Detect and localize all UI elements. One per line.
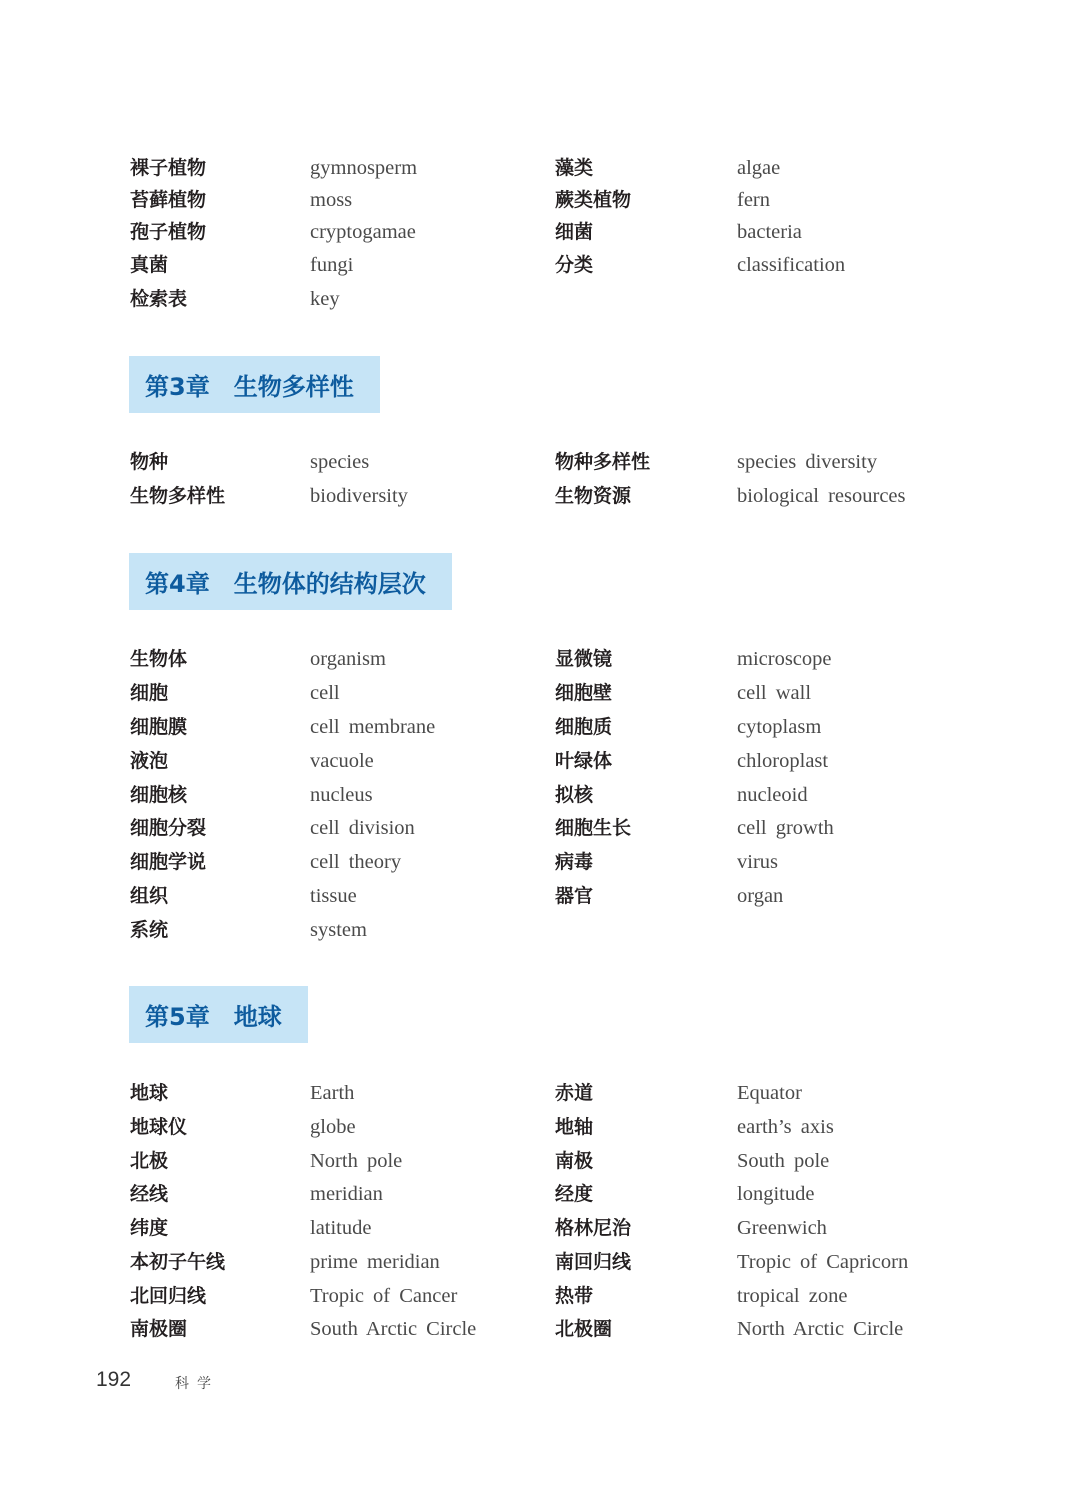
term-english: algae <box>737 157 781 179</box>
term-chinese: 细胞学说 <box>130 851 207 873</box>
term-english: fungi <box>310 254 354 276</box>
term-english: North Arctic Circle <box>737 1318 904 1340</box>
term-english: species diversity <box>737 451 878 473</box>
term-english: South pole <box>737 1150 830 1172</box>
term-english: latitude <box>310 1217 372 1239</box>
term-chinese: 纬度 <box>130 1217 169 1239</box>
term-chinese: 检索表 <box>130 288 188 310</box>
term-chinese: 赤道 <box>555 1082 594 1104</box>
term-english: North pole <box>310 1150 403 1172</box>
term-chinese: 北极圈 <box>555 1318 613 1340</box>
term-chinese: 物种多样性 <box>555 451 651 473</box>
term-chinese: 经度 <box>555 1183 594 1205</box>
term-chinese: 液泡 <box>130 750 169 772</box>
term-english: meridian <box>310 1183 383 1205</box>
chapter-title: 第3章 生物多样性 <box>145 373 354 401</box>
term-english: gymnosperm <box>310 157 418 179</box>
term-chinese: 系统 <box>130 919 169 941</box>
term-english: cell theory <box>310 851 402 873</box>
term-chinese: 苔藓植物 <box>130 189 207 211</box>
term-english: Tropic of Cancer <box>310 1285 458 1307</box>
term-english: Tropic of Capricorn <box>737 1251 909 1273</box>
term-chinese: 细胞核 <box>130 784 188 806</box>
term-chinese: 拟核 <box>555 784 594 806</box>
term-chinese: 南极圈 <box>130 1318 188 1340</box>
term-english: organism <box>310 648 386 670</box>
term-chinese: 器官 <box>555 885 594 907</box>
term-chinese: 地球 <box>130 1082 169 1104</box>
term-english: Earth <box>310 1082 355 1104</box>
term-english: tropical zone <box>737 1285 848 1307</box>
term-english: earth’s axis <box>737 1116 834 1138</box>
term-chinese: 藻类 <box>555 157 594 179</box>
term-chinese: 生物多样性 <box>130 485 226 507</box>
term-english: globe <box>310 1116 356 1138</box>
term-english: fern <box>737 189 771 211</box>
term-english: cryptogamae <box>310 221 416 243</box>
term-chinese: 细胞膜 <box>130 716 188 738</box>
term-english: organ <box>737 885 784 907</box>
term-english: cytoplasm <box>737 716 822 738</box>
chapter-heading <box>129 356 380 413</box>
term-english: nucleus <box>310 784 373 806</box>
term-chinese: 显微镜 <box>555 648 613 670</box>
term-chinese: 南回归线 <box>555 1251 632 1273</box>
term-english: microscope <box>737 648 832 670</box>
term-english: classification <box>737 254 846 276</box>
term-english: chloroplast <box>737 750 829 772</box>
term-chinese: 细胞 <box>130 682 169 704</box>
term-english: vacuole <box>310 750 374 772</box>
term-chinese: 本初子午线 <box>130 1251 226 1273</box>
term-chinese: 北回归线 <box>130 1285 207 1307</box>
term-english: nucleoid <box>737 784 808 806</box>
term-chinese: 生物体 <box>130 648 188 670</box>
term-chinese: 北极 <box>130 1150 169 1172</box>
term-english: tissue <box>310 885 357 907</box>
chapter-title: 第4章 生物体的结构层次 <box>145 570 426 598</box>
term-chinese: 细胞壁 <box>555 682 613 704</box>
term-chinese: 细胞质 <box>555 716 613 738</box>
term-chinese: 经线 <box>130 1183 169 1205</box>
term-english: species <box>310 451 370 473</box>
term-chinese: 真菌 <box>130 254 169 276</box>
term-english: cell division <box>310 817 415 839</box>
term-english: cell wall <box>737 682 812 704</box>
chapter-heading <box>129 986 308 1043</box>
term-english: cell <box>310 682 340 704</box>
term-chinese: 热带 <box>555 1285 594 1307</box>
term-chinese: 细菌 <box>555 221 594 243</box>
term-chinese: 叶绿体 <box>555 750 613 772</box>
chapter-title: 第5章 地球 <box>145 1003 282 1031</box>
term-english: Greenwich <box>737 1217 827 1239</box>
term-english: cell growth <box>737 817 834 839</box>
term-chinese: 蕨类植物 <box>555 189 632 211</box>
term-english: system <box>310 919 367 941</box>
term-chinese: 南极 <box>555 1150 594 1172</box>
term-chinese: 细胞生长 <box>555 817 632 839</box>
term-chinese: 组织 <box>130 885 169 907</box>
term-english: prime meridian <box>310 1251 440 1273</box>
term-english: biodiversity <box>310 485 408 507</box>
term-english: South Arctic Circle <box>310 1318 477 1340</box>
term-chinese: 分类 <box>555 254 594 276</box>
term-chinese: 裸子植物 <box>130 157 207 179</box>
page-number: 192 <box>96 1368 132 1391</box>
term-chinese: 格林尼治 <box>555 1217 632 1239</box>
term-english: virus <box>737 851 778 873</box>
term-english: longitude <box>737 1183 815 1205</box>
term-english: bacteria <box>737 221 802 243</box>
term-english: Equator <box>737 1082 802 1104</box>
chapter-heading <box>129 553 452 610</box>
term-chinese: 生物资源 <box>555 485 632 507</box>
term-chinese: 物种 <box>130 451 169 473</box>
book-subject: 科学 <box>175 1376 219 1392</box>
term-english: moss <box>310 189 353 211</box>
term-chinese: 病毒 <box>555 851 594 873</box>
term-english: cell membrane <box>310 716 436 738</box>
term-chinese: 地轴 <box>555 1116 594 1138</box>
term-chinese: 细胞分裂 <box>130 817 207 839</box>
term-chinese: 地球仪 <box>130 1116 188 1138</box>
term-english: key <box>310 288 340 310</box>
term-chinese: 孢子植物 <box>130 221 207 243</box>
term-english: biological resources <box>737 485 906 507</box>
